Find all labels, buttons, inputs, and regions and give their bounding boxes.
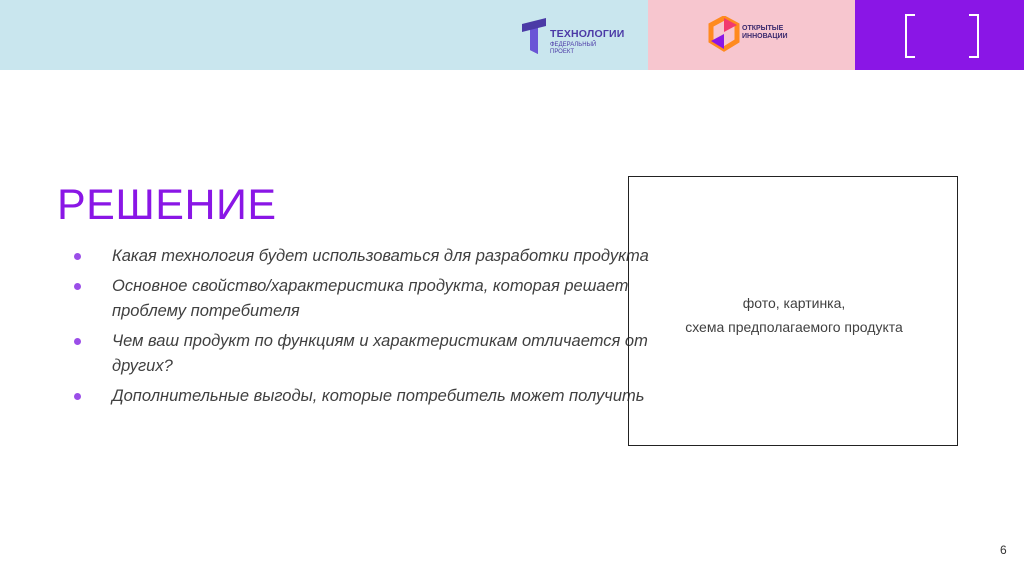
bullet-item [74, 384, 674, 409]
platform-logo-right-bracket [969, 14, 979, 58]
bullet-item [74, 244, 674, 269]
technologies-logo-title: ТЕХНОЛОГИИ [550, 28, 625, 40]
bullet-dot-icon [74, 393, 81, 400]
technologies-logo-subtitle: ФЕДЕРАЛЬНЫЙ ПРОЕКТ [550, 42, 597, 55]
placeholder-line-2: схема предполагаемого продукта [685, 319, 903, 335]
open-innovations-logo [708, 16, 848, 54]
bullet-text: Чем ваш продукт по функциям и характеристикам отличается от других? [112, 332, 648, 375]
open-innovations-logo-icon [708, 16, 740, 52]
technologies-logo-icon [520, 14, 550, 58]
image-placeholder-caption [629, 291, 959, 339]
bullet-item [74, 274, 674, 324]
bullet-dot-icon [74, 253, 81, 260]
bullet-text: Дополнительные выгоды, которые потребитель может получить [112, 387, 645, 405]
bullet-text: Основное свойство/характеристика продукта, которая решает проблему потребителя [112, 277, 629, 320]
image-placeholder-box [628, 176, 958, 446]
bullet-list [74, 244, 674, 414]
bullet-item [74, 329, 674, 379]
header-band [0, 0, 1024, 70]
technologies-logo [520, 14, 645, 58]
platform-logo-left-bracket [905, 14, 915, 58]
platform-logo [905, 14, 985, 58]
bullet-dot-icon [74, 283, 81, 290]
open-innovations-logo-title: ОТКРЫТЫЕ ИННОВАЦИИ [742, 25, 788, 40]
slide-title: РЕШЕНИЕ [57, 181, 277, 229]
bullet-dot-icon [74, 338, 81, 345]
bullet-text: Какая технология будет использоваться для разработки продукта [112, 247, 649, 265]
placeholder-line-1: фото, картинка, [742, 295, 846, 311]
page-number: 6 [1000, 543, 1007, 557]
